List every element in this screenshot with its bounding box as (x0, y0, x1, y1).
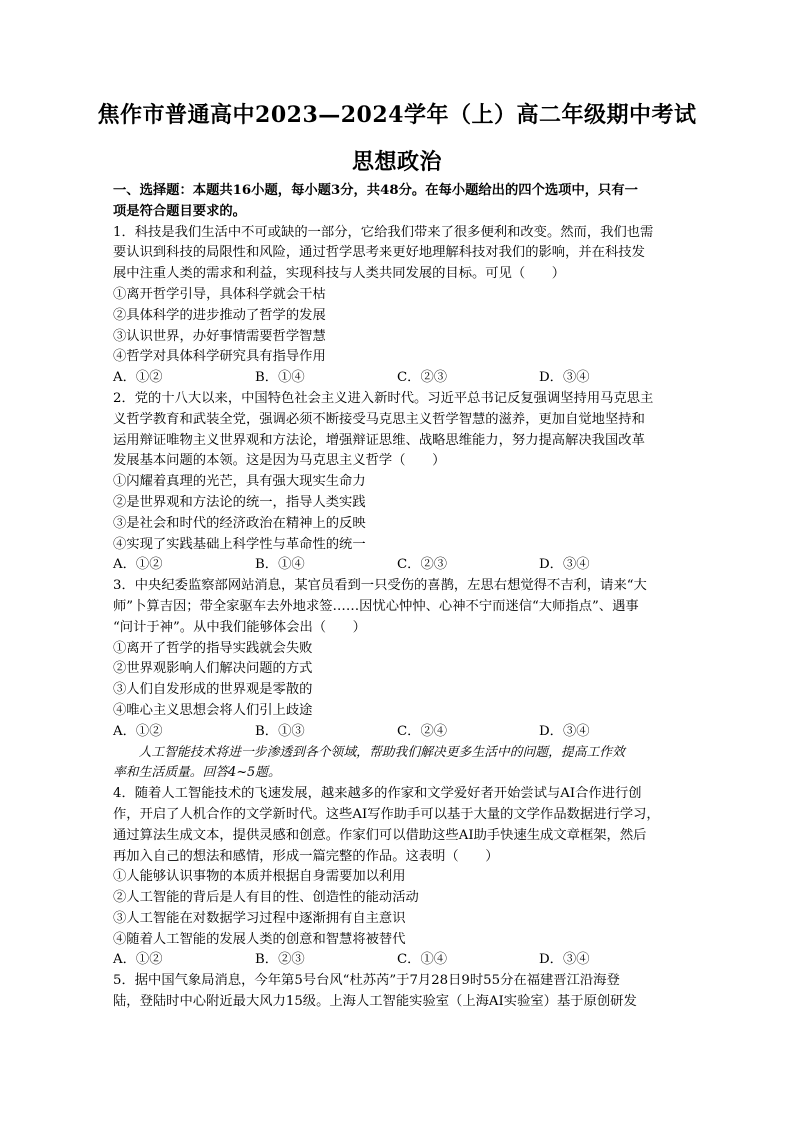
statement: ④唯心主义思想会将人们引上歧途 (113, 702, 313, 718)
answer-options (113, 555, 682, 576)
exam-title: 焦作市普通高中2023—2024学年（上）高二年级期中考试 (97, 102, 697, 128)
option-d: D．③④ (539, 952, 590, 968)
question-stem: 展中注重人类的需求和利益，实现科技与人类共同发展的目标。可见（ ） (113, 266, 566, 282)
option-a: A．①② (113, 370, 163, 386)
question-stem: 作，开启了人机合作的文学新时代。这些AI写作助手可以基于大量的文学作品数据进行学习， (113, 806, 660, 822)
statement: ③人们自发形成的世界观是零散的 (113, 682, 313, 698)
question-stem: 4．随着人工智能技术的飞速发展，越来越多的作家和文学爱好者开始尝试与AI合作进行创 (113, 786, 642, 802)
question-stem: 运用辩证唯物主义世界观和方法论，增强辩证思维、战略思维能力，努力提高解决我国改革 (113, 432, 645, 448)
statement: ②人工智能的背后是人有目的性、创造性的能动活动 (113, 890, 419, 906)
statement: ③人工智能在对数据学习过程中逐渐拥有自主意识 (113, 910, 406, 926)
statement: ④实现了实践基础上科学性与革命性的统一 (113, 536, 366, 552)
question-stem: 通过算法生成文本，提供灵感和创意。作家们可以借助这些AI助手快速生成文章框架，然后 (113, 827, 647, 843)
question-stem: 师”卜算吉因；带全家驱车去外地求签……因忧心忡忡、心神不宁而迷信“大师指点”、遇事 (113, 598, 639, 614)
statement: ④哲学对具体科学研究具有指导作用 (113, 349, 326, 365)
option-c: C．②③ (397, 370, 448, 386)
answer-options (113, 722, 682, 743)
subject-title: 思想政治 (351, 149, 442, 175)
statement: ①闪耀着真理的光芒，具有强大现实生命力 (113, 474, 366, 490)
answer-options (113, 950, 682, 971)
statement: ③是社会和时代的经济政治在精神上的反映 (113, 515, 366, 531)
question-stem: 1．科技是我们生活中不可或缺的一部分，它给我们带来了很多便利和改变。然而，我们也需 (113, 224, 654, 240)
statement: ①离开了哲学的指导实践就会失败 (113, 640, 313, 656)
question-stem: 义哲学教育和武装全党，强调必须不断接受马克思主义哲学智慧的滋养，更加自觉地坚持和 (113, 411, 645, 427)
option-c: C．②④ (397, 723, 448, 739)
question-stem: 要认识到科技的局限性和风险，通过哲学思考来更好地理解科技对我们的影响，并在科技发 (113, 245, 645, 261)
material-text: 人工智能技术将进一步渗透到各个领域，帮助我们解决更多生活中的问题，提高工作效 (138, 744, 625, 760)
material-text-cont: 率和生活质量。回答4~5题。 (113, 765, 281, 781)
question-stem: “问计于神”。从中我们能够体会出（ ） (113, 619, 366, 635)
question-content (113, 181, 682, 1013)
statement: ③认识世界，办好事情需要哲学智慧 (113, 328, 326, 344)
option-a: A．①② (113, 557, 163, 573)
option-c: C．①④ (397, 952, 448, 968)
question-stem: 再加入自己的想法和感情，形成一篇完整的作品。这表明（ ） (113, 848, 499, 864)
option-b: B．①④ (255, 557, 305, 573)
statement: ②具体科学的进步推动了哲学的发展 (113, 307, 326, 323)
option-d: D．③④ (539, 370, 590, 386)
statement: ②世界观影响人们解决问题的方式 (113, 661, 313, 677)
option-b: B．①③ (255, 723, 305, 739)
option-a: A．①② (113, 723, 163, 739)
option-d: D．③④ (539, 723, 590, 739)
option-a: A．①② (113, 952, 163, 968)
option-b: B．②③ (255, 952, 305, 968)
question-stem: 5．据中国气象局消息，今年第5号台风“杜苏芮”于7月28日9时55分在福建晋江沿海登 (113, 973, 620, 989)
statement: ②是世界观和方法论的统一，指导人类实践 (113, 494, 366, 510)
question-stem: 2．党的十八大以来，中国特色社会主义进入新时代。习近平总书记反复强调坚持用马克思主 (113, 390, 654, 406)
statement: ①人能够认识事物的本质并根据自身需要加以利用 (113, 869, 406, 885)
statement: ①离开哲学引导，具体科学就会干枯 (113, 286, 326, 302)
statement: ④随着人工智能的发展人类的创意和智慧将被替代 (113, 931, 406, 947)
question-stem: 陆，登陆时中心附近最大风力15级。上海人工智能实验室（上海AI实验室）基于原创研发 (113, 994, 637, 1010)
section-heading: 一、选择题：本题共16小题，每小题3分，共48分。在每小题给出的四个选项中，只有一 (113, 183, 638, 198)
section-heading-cont: 项是符合题目要求的。 (113, 203, 246, 219)
answer-options (113, 368, 682, 389)
option-d: D．③④ (539, 557, 590, 573)
option-b: B．①④ (255, 370, 305, 386)
question-stem: 发展基本问题的本领。这是因为马克思主义哲学（ ） (113, 453, 446, 469)
question-stem: 3．中央纪委监察部网站消息，某官员看到一只受伤的喜鹊，左思右想觉得不吉利，请来“大 (113, 578, 647, 594)
option-c: C．②③ (397, 557, 448, 573)
